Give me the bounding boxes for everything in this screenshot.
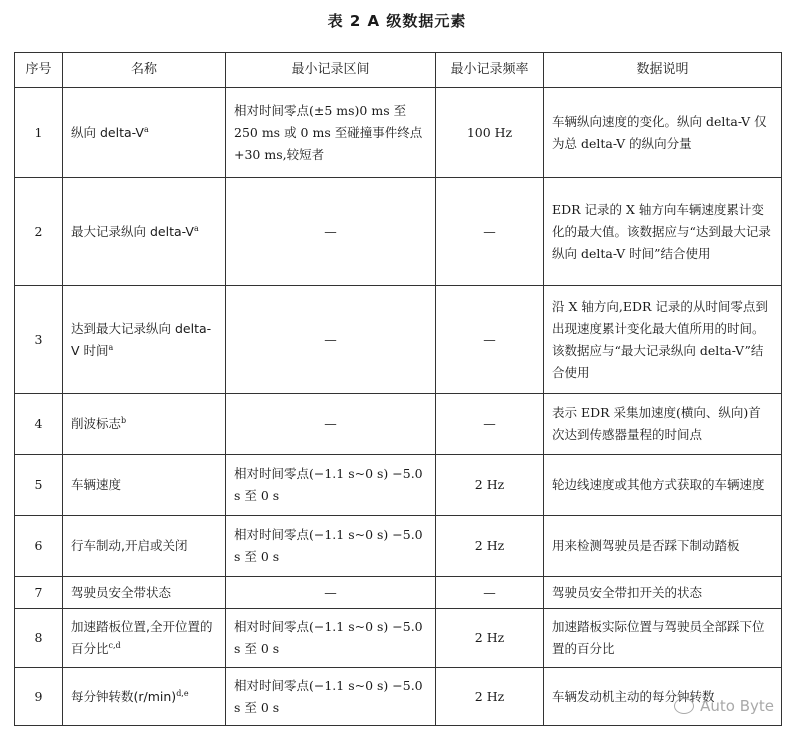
row-interval: —: [226, 178, 436, 286]
row-name: [63, 88, 226, 178]
row-description: 车辆纵向速度的变化。纵向 delta-V 仅为总 delta-V 的纵向分量: [544, 88, 782, 178]
row-index: 9: [15, 668, 63, 726]
row-index: 5: [15, 455, 63, 516]
row-name-text: 加速踏板位置,全开位置的百分比: [71, 619, 213, 656]
row-name-text: 削波标志: [71, 416, 122, 431]
row-frequency: 2 Hz: [436, 455, 544, 516]
row-index: 6: [15, 516, 63, 577]
row-name-text: 每分钟转数(r/min): [71, 688, 177, 704]
row-name-text: 纵向 delta-V: [71, 124, 144, 140]
row-description: 用来检测驾驶员是否踩下制动踏板: [544, 516, 782, 577]
table-row: [15, 286, 782, 394]
row-index: 1: [15, 88, 63, 178]
table-row: [15, 668, 782, 726]
row-description: 车辆发动机主动的每分钟转数: [544, 668, 782, 726]
row-name-text: 最大记录纵向 delta-V: [71, 223, 194, 239]
row-note: a: [143, 124, 149, 134]
header-frequency: 最小记录频率: [436, 53, 544, 88]
row-note: a: [193, 223, 199, 233]
watermark-text: Auto Byte: [700, 697, 774, 715]
table-row: [15, 455, 782, 516]
row-index: 7: [15, 577, 63, 609]
row-interval: 相对时间零点(±5 ms)0 ms 至 250 ms 或 0 ms 至碰撞事件终点+30 ms,较短者: [226, 88, 436, 178]
row-name: [63, 286, 226, 394]
row-name: [63, 609, 226, 668]
row-description: 驾驶员安全带扣开关的状态: [544, 577, 782, 609]
row-name: [63, 668, 226, 726]
row-interval: —: [226, 577, 436, 609]
wechat-icon: [674, 698, 694, 714]
row-frequency: 2 Hz: [436, 609, 544, 668]
table-row: [15, 394, 782, 455]
row-description: 轮边线速度或其他方式获取的车辆速度: [544, 455, 782, 516]
row-index: 2: [15, 178, 63, 286]
row-description: 沿 X 轴方向,EDR 记录的从时间零点到出现速度累计变化最大值所用的时间。该数据应与“最大记录纵向 delta-V”结合使用: [544, 286, 782, 394]
row-name: [63, 577, 226, 609]
row-name-text: 车辆速度: [71, 477, 122, 492]
row-frequency: 100 Hz: [436, 88, 544, 178]
row-note: b: [121, 415, 127, 425]
header-name: 名称: [63, 53, 226, 88]
row-description: 表示 EDR 采集加速度(横向、纵向)首次达到传感器量程的时间点: [544, 394, 782, 455]
table-header-row: [15, 53, 782, 88]
row-name: [63, 516, 226, 577]
header-description: 数据说明: [544, 53, 782, 88]
row-frequency: —: [436, 178, 544, 286]
row-note: d,e: [176, 688, 189, 698]
row-description: EDR 记录的 X 轴方向车辆速度累计变化的最大值。该数据应与“达到最大记录纵向 delta-V 时间”结合使用: [544, 178, 782, 286]
table-row: [15, 88, 782, 178]
header-interval: 最小记录区间: [226, 53, 436, 88]
row-name-text: 行车制动,开启或关闭: [71, 538, 188, 553]
table-row: [15, 516, 782, 577]
data-elements-table: [14, 52, 782, 726]
row-name: [63, 178, 226, 286]
row-interval: 相对时间零点(−1.1 s~0 s) −5.0 s 至 0 s: [226, 668, 436, 726]
row-frequency: —: [436, 286, 544, 394]
table-row: [15, 178, 782, 286]
row-index: 8: [15, 609, 63, 668]
row-note: c,d: [108, 640, 121, 650]
table-caption: 表 2 A 级数据元素: [327, 12, 467, 30]
row-interval: 相对时间零点(−1.1 s~0 s) −5.0 s 至 0 s: [226, 516, 436, 577]
row-name: [63, 455, 226, 516]
row-frequency: —: [436, 394, 544, 455]
row-interval: 相对时间零点(−1.1 s~0 s) −5.0 s 至 0 s: [226, 609, 436, 668]
row-interval: 相对时间零点(−1.1 s~0 s) −5.0 s 至 0 s: [226, 455, 436, 516]
row-frequency: —: [436, 577, 544, 609]
row-name-text: 达到最大记录纵向 delta-V 时间: [71, 320, 212, 358]
row-index: 3: [15, 286, 63, 394]
row-name-text: 驾驶员安全带状态: [71, 584, 172, 600]
row-interval: —: [226, 286, 436, 394]
table-row: [15, 609, 782, 668]
row-frequency: 2 Hz: [436, 668, 544, 726]
row-frequency: 2 Hz: [436, 516, 544, 577]
row-index: 4: [15, 394, 63, 455]
table-row: [15, 577, 782, 609]
row-note: a: [108, 342, 114, 352]
row-interval: —: [226, 394, 436, 455]
watermark: [674, 697, 774, 715]
row-name: [63, 394, 226, 455]
row-description: 加速踏板实际位置与驾驶员全部踩下位置的百分比: [544, 609, 782, 668]
header-index: 序号: [15, 53, 63, 88]
